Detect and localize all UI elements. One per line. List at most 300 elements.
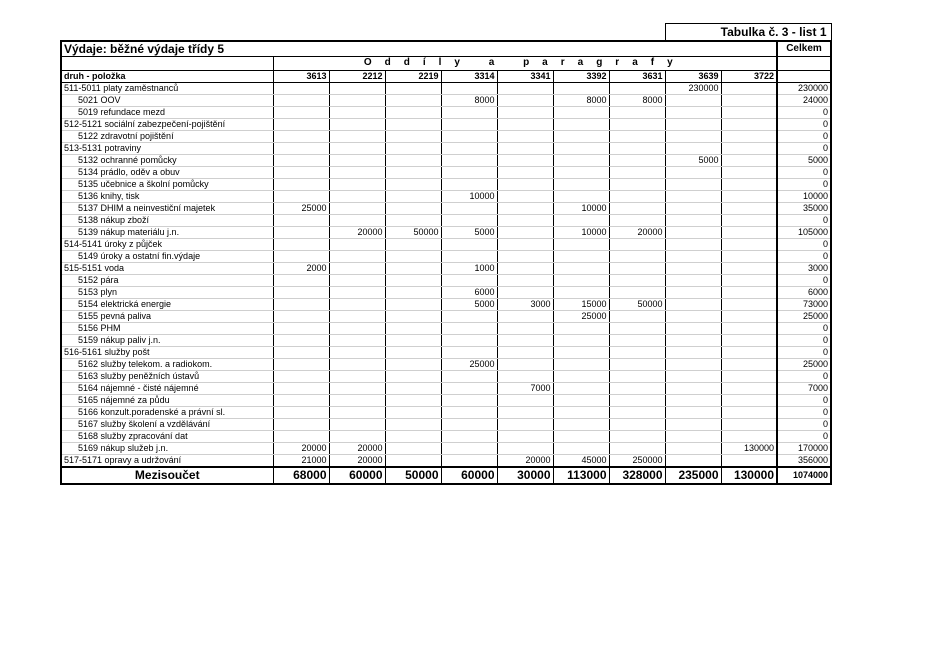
value-cell — [665, 167, 721, 179]
value-cell — [609, 335, 665, 347]
value-cell — [609, 431, 665, 443]
value-cell — [385, 143, 441, 155]
value-cell: 20000 — [609, 227, 665, 239]
row-total: 230000 — [777, 83, 831, 95]
subtotal-cell: 60000 — [329, 467, 385, 484]
value-cell — [665, 275, 721, 287]
value-cell — [665, 347, 721, 359]
value-cell — [273, 323, 329, 335]
row-label: 5137 DHIM a neinvestiční majetek — [61, 203, 273, 215]
value-cell — [665, 371, 721, 383]
value-cell — [273, 335, 329, 347]
value-cell — [721, 83, 777, 95]
value-cell: 10000 — [441, 191, 497, 203]
value-cell — [441, 335, 497, 347]
value-cell — [553, 407, 609, 419]
value-cell — [385, 311, 441, 323]
value-cell — [385, 155, 441, 167]
value-cell — [385, 299, 441, 311]
value-cell — [497, 143, 553, 155]
value-cell — [329, 131, 385, 143]
value-cell — [609, 155, 665, 167]
value-cell: 250000 — [609, 455, 665, 468]
table-row — [61, 323, 831, 335]
value-cell — [329, 191, 385, 203]
value-cell — [665, 227, 721, 239]
value-cell — [497, 311, 553, 323]
budget-sheet — [60, 23, 832, 485]
value-cell — [273, 431, 329, 443]
value-cell — [721, 143, 777, 155]
value-cell — [329, 203, 385, 215]
value-cell — [385, 335, 441, 347]
row-total: 0 — [777, 239, 831, 251]
table-row — [61, 227, 831, 239]
value-cell — [553, 383, 609, 395]
row-total: 6000 — [777, 287, 831, 299]
value-cell — [441, 119, 497, 131]
grand-total: 1074000 — [777, 467, 831, 484]
value-cell — [553, 191, 609, 203]
value-cell — [329, 143, 385, 155]
value-cell — [665, 395, 721, 407]
section-header: Oddíly a paragrafy — [273, 57, 777, 71]
value-cell — [497, 287, 553, 299]
value-cell: 20000 — [329, 443, 385, 455]
row-label: 5153 plyn — [61, 287, 273, 299]
subtotal-cell: 50000 — [385, 467, 441, 484]
value-cell — [273, 131, 329, 143]
value-cell — [273, 419, 329, 431]
row-label: 5159 nákup paliv j.n. — [61, 335, 273, 347]
row-total: 0 — [777, 119, 831, 131]
row-label: 5162 služby telekom. a radiokom. — [61, 359, 273, 371]
row-label: 511-5011 platy zaměstnanců — [61, 83, 273, 95]
value-cell — [553, 83, 609, 95]
table-row — [61, 395, 831, 407]
value-cell — [721, 179, 777, 191]
value-cell — [497, 335, 553, 347]
value-cell: 5000 — [665, 155, 721, 167]
row-label: 517-5171 opravy a udržování — [61, 455, 273, 468]
table-row — [61, 359, 831, 371]
value-cell — [553, 107, 609, 119]
value-cell — [721, 431, 777, 443]
value-cell — [273, 143, 329, 155]
table-row — [61, 191, 831, 203]
row-total: 24000 — [777, 95, 831, 107]
value-cell — [665, 119, 721, 131]
value-cell: 10000 — [553, 227, 609, 239]
subtotal-cell: 68000 — [273, 467, 329, 484]
value-cell — [665, 431, 721, 443]
subtotal-cell: 235000 — [665, 467, 721, 484]
table-row — [61, 131, 831, 143]
table-row — [61, 83, 831, 95]
value-cell — [329, 287, 385, 299]
table-row — [61, 275, 831, 287]
value-cell — [609, 167, 665, 179]
value-cell — [609, 359, 665, 371]
row-total: 356000 — [777, 455, 831, 468]
value-cell — [497, 155, 553, 167]
value-cell — [385, 275, 441, 287]
subtotal-cell: 328000 — [609, 467, 665, 484]
value-cell — [329, 275, 385, 287]
row-label: 5132 ochranné pomůcky — [61, 155, 273, 167]
value-cell: 5000 — [441, 299, 497, 311]
value-cell — [385, 215, 441, 227]
value-cell — [609, 107, 665, 119]
value-cell — [385, 359, 441, 371]
value-cell — [273, 347, 329, 359]
row-label: 5166 konzult.poradenské a právní sl. — [61, 407, 273, 419]
value-cell — [553, 155, 609, 167]
value-cell — [497, 131, 553, 143]
value-cell — [497, 227, 553, 239]
value-cell — [385, 179, 441, 191]
row-label: 5167 služby školení a vzdělávání — [61, 419, 273, 431]
caption-row — [61, 24, 831, 42]
value-cell — [441, 155, 497, 167]
value-cell — [385, 83, 441, 95]
row-label: 5164 nájemné - čisté nájemné — [61, 383, 273, 395]
section-header-row — [61, 57, 831, 71]
row-total: 0 — [777, 131, 831, 143]
value-cell — [553, 131, 609, 143]
value-cell — [273, 191, 329, 203]
value-cell — [609, 239, 665, 251]
row-total: 0 — [777, 275, 831, 287]
value-cell — [273, 287, 329, 299]
value-cell — [441, 383, 497, 395]
value-cell — [665, 419, 721, 431]
value-cell — [721, 311, 777, 323]
value-cell — [329, 83, 385, 95]
value-cell — [385, 167, 441, 179]
value-cell — [497, 419, 553, 431]
value-cell — [553, 239, 609, 251]
value-cell — [721, 407, 777, 419]
value-cell — [553, 335, 609, 347]
value-cell — [609, 179, 665, 191]
value-cell — [441, 83, 497, 95]
value-cell — [721, 263, 777, 275]
subtotal-cell: 130000 — [721, 467, 777, 484]
value-cell — [329, 263, 385, 275]
value-cell — [329, 107, 385, 119]
table-row — [61, 419, 831, 431]
table-row — [61, 431, 831, 443]
value-cell — [385, 407, 441, 419]
table-row — [61, 263, 831, 275]
value-cell — [553, 395, 609, 407]
value-cell — [329, 383, 385, 395]
value-cell — [721, 359, 777, 371]
value-cell — [385, 323, 441, 335]
value-cell — [609, 395, 665, 407]
value-cell — [609, 251, 665, 263]
value-cell — [721, 107, 777, 119]
row-total: 3000 — [777, 263, 831, 275]
column-code-3722: 3722 — [721, 71, 777, 83]
value-cell — [329, 179, 385, 191]
row-total: 5000 — [777, 155, 831, 167]
value-cell — [273, 167, 329, 179]
value-cell — [497, 215, 553, 227]
value-cell — [441, 179, 497, 191]
value-cell — [665, 203, 721, 215]
value-cell: 7000 — [497, 383, 553, 395]
row-total: 0 — [777, 395, 831, 407]
column-code-2219: 2219 — [385, 71, 441, 83]
row-label: 5019 refundace mezd — [61, 107, 273, 119]
table-row — [61, 155, 831, 167]
table-row — [61, 143, 831, 155]
row-label: 5139 nákup materiálu j.n. — [61, 227, 273, 239]
value-cell — [273, 227, 329, 239]
value-cell — [273, 179, 329, 191]
row-label: 5154 elektrická energie — [61, 299, 273, 311]
row-label: 512-5121 sociální zabezpečení-pojištění — [61, 119, 273, 131]
value-cell — [497, 251, 553, 263]
row-label: 5155 pevná paliva — [61, 311, 273, 323]
value-cell — [721, 131, 777, 143]
table-row — [61, 287, 831, 299]
value-cell — [441, 347, 497, 359]
value-cell — [441, 143, 497, 155]
value-cell — [441, 419, 497, 431]
value-cell — [385, 119, 441, 131]
value-cell — [385, 383, 441, 395]
row-label: 5122 zdravotní pojištění — [61, 131, 273, 143]
table-row — [61, 299, 831, 311]
table-row — [61, 335, 831, 347]
value-cell — [665, 179, 721, 191]
value-cell — [385, 251, 441, 263]
value-cell — [385, 371, 441, 383]
row-total: 73000 — [777, 299, 831, 311]
value-cell — [721, 455, 777, 468]
title-row — [61, 41, 831, 57]
table-row — [61, 407, 831, 419]
value-cell — [609, 191, 665, 203]
value-cell — [665, 335, 721, 347]
value-cell — [273, 275, 329, 287]
value-cell — [553, 275, 609, 287]
value-cell — [497, 359, 553, 371]
row-header: druh - položka — [61, 71, 273, 83]
value-cell: 25000 — [441, 359, 497, 371]
value-cell — [273, 107, 329, 119]
value-cell — [273, 155, 329, 167]
row-total: 0 — [777, 323, 831, 335]
value-cell — [497, 83, 553, 95]
value-cell — [721, 203, 777, 215]
value-cell — [497, 119, 553, 131]
table-row — [61, 203, 831, 215]
value-cell — [665, 95, 721, 107]
value-cell — [497, 179, 553, 191]
row-total: 0 — [777, 143, 831, 155]
row-label: 5021 OOV — [61, 95, 273, 107]
row-total: 0 — [777, 167, 831, 179]
value-cell — [273, 251, 329, 263]
value-cell — [273, 239, 329, 251]
value-cell — [721, 347, 777, 359]
value-cell — [609, 119, 665, 131]
row-total: 0 — [777, 179, 831, 191]
row-label: 513-5131 potraviny — [61, 143, 273, 155]
value-cell — [721, 335, 777, 347]
row-total: 0 — [777, 431, 831, 443]
value-cell: 1000 — [441, 263, 497, 275]
value-cell — [385, 239, 441, 251]
value-cell: 20000 — [329, 227, 385, 239]
column-code-3639: 3639 — [665, 71, 721, 83]
value-cell: 2000 — [273, 263, 329, 275]
value-cell — [497, 371, 553, 383]
value-cell — [609, 371, 665, 383]
value-cell: 6000 — [441, 287, 497, 299]
value-cell — [497, 443, 553, 455]
value-cell — [553, 347, 609, 359]
value-cell — [329, 323, 385, 335]
value-cell — [441, 167, 497, 179]
row-label: 5156 PHM — [61, 323, 273, 335]
value-cell — [721, 227, 777, 239]
row-label: 5136 knihy, tisk — [61, 191, 273, 203]
value-cell — [609, 347, 665, 359]
table-row — [61, 371, 831, 383]
value-cell — [609, 275, 665, 287]
value-cell — [273, 311, 329, 323]
value-cell — [329, 431, 385, 443]
column-code-3613: 3613 — [273, 71, 329, 83]
subtotal-row — [61, 467, 831, 484]
column-code-3341: 3341 — [497, 71, 553, 83]
value-cell — [441, 203, 497, 215]
value-cell — [553, 359, 609, 371]
value-cell: 5000 — [441, 227, 497, 239]
value-cell — [385, 419, 441, 431]
value-cell — [721, 287, 777, 299]
value-cell — [553, 443, 609, 455]
value-cell: 21000 — [273, 455, 329, 468]
row-total: 0 — [777, 407, 831, 419]
row-total: 170000 — [777, 443, 831, 455]
value-cell — [441, 431, 497, 443]
value-cell — [329, 299, 385, 311]
value-cell — [497, 191, 553, 203]
row-total: 0 — [777, 419, 831, 431]
value-cell — [721, 299, 777, 311]
value-cell — [329, 407, 385, 419]
value-cell — [553, 215, 609, 227]
value-cell — [385, 203, 441, 215]
column-code-2212: 2212 — [329, 71, 385, 83]
value-cell — [665, 383, 721, 395]
value-cell: 3000 — [497, 299, 553, 311]
value-cell — [721, 215, 777, 227]
value-cell: 130000 — [721, 443, 777, 455]
table-row — [61, 167, 831, 179]
value-cell — [721, 275, 777, 287]
table-row — [61, 251, 831, 263]
value-cell — [553, 143, 609, 155]
value-cell — [385, 395, 441, 407]
row-total: 0 — [777, 107, 831, 119]
value-cell — [553, 179, 609, 191]
value-cell: 8000 — [553, 95, 609, 107]
value-cell — [329, 215, 385, 227]
value-cell — [385, 263, 441, 275]
value-cell — [385, 131, 441, 143]
value-cell — [385, 287, 441, 299]
value-cell — [721, 119, 777, 131]
value-cell — [273, 83, 329, 95]
value-cell — [329, 119, 385, 131]
value-cell — [665, 443, 721, 455]
value-cell — [721, 323, 777, 335]
value-cell — [329, 359, 385, 371]
row-label: 5165 nájemné za půdu — [61, 395, 273, 407]
value-cell — [665, 299, 721, 311]
value-cell — [273, 371, 329, 383]
value-cell — [441, 371, 497, 383]
value-cell — [609, 263, 665, 275]
row-label: 5138 nákup zboží — [61, 215, 273, 227]
value-cell — [329, 239, 385, 251]
value-cell — [329, 347, 385, 359]
value-cell — [721, 155, 777, 167]
subtotal-cell: 113000 — [553, 467, 609, 484]
value-cell — [665, 191, 721, 203]
value-cell — [385, 443, 441, 455]
value-cell — [329, 371, 385, 383]
value-cell — [553, 167, 609, 179]
column-codes-row — [61, 71, 831, 83]
table-row — [61, 311, 831, 323]
value-cell — [665, 215, 721, 227]
table-row — [61, 347, 831, 359]
value-cell — [497, 95, 553, 107]
value-cell — [665, 131, 721, 143]
value-cell: 50000 — [609, 299, 665, 311]
value-cell: 15000 — [553, 299, 609, 311]
row-total: 35000 — [777, 203, 831, 215]
table-row — [61, 239, 831, 251]
value-cell — [721, 239, 777, 251]
table-row — [61, 455, 831, 468]
row-label: 516-5161 služby pošt — [61, 347, 273, 359]
table-title: Výdaje: běžné výdaje třídy 5 — [61, 41, 777, 57]
value-cell — [609, 419, 665, 431]
value-cell — [609, 215, 665, 227]
value-cell — [497, 347, 553, 359]
row-total: 25000 — [777, 359, 831, 371]
value-cell — [553, 431, 609, 443]
row-total: 105000 — [777, 227, 831, 239]
value-cell — [329, 395, 385, 407]
subtotal-label: Mezisoučet — [61, 467, 273, 484]
value-cell — [497, 395, 553, 407]
value-cell — [497, 167, 553, 179]
row-label: 5168 služby zpracování dat — [61, 431, 273, 443]
row-total: 0 — [777, 371, 831, 383]
value-cell — [329, 419, 385, 431]
value-cell: 20000 — [273, 443, 329, 455]
